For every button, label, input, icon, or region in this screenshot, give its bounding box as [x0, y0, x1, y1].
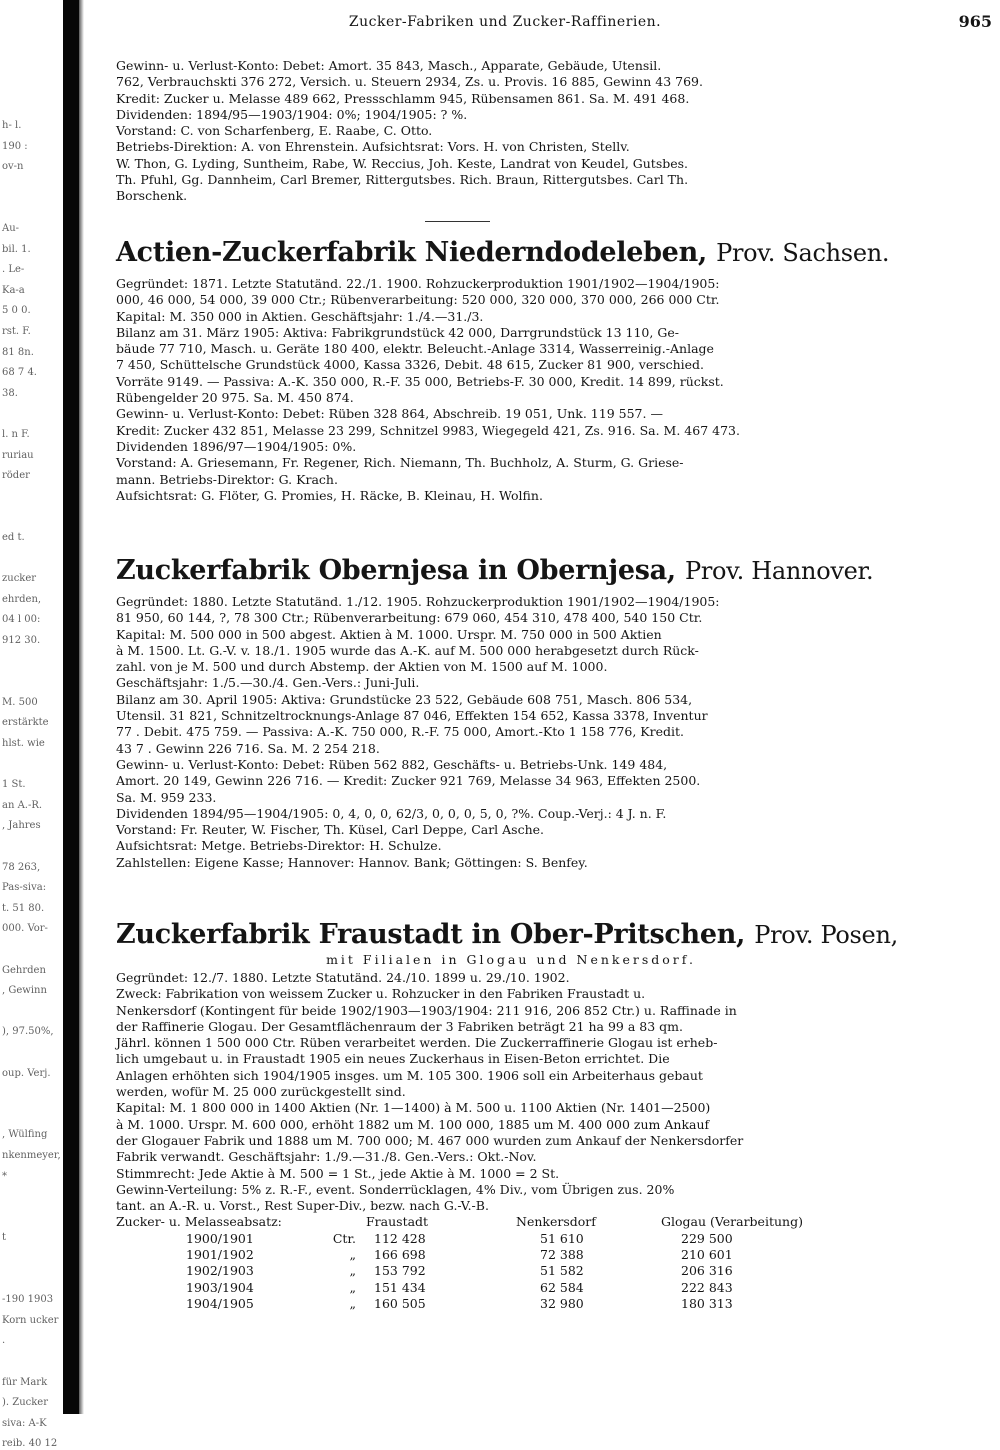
gutter-fragment: für Mark — [2, 1376, 48, 1388]
running-head — [100, 12, 992, 31]
text-line: Aufsichtsrat: G. Flöter, G. Promies, H. Räcke, B. Kleinau, H. Wolfin. — [116, 487, 543, 503]
gutter-fragment: * — [2, 1170, 7, 1182]
table-cell: 62 584 — [540, 1279, 584, 1295]
table-cell: 1902/1903 — [186, 1263, 254, 1279]
gutter-fragment: M. 500 — [2, 696, 38, 708]
table-cell: 1903/1904 — [186, 1279, 254, 1295]
text-line: Gewinn- u. Verlust-Konto: Debet: Amort. 35 843, Masch., Apparate, Gebäude, Utensil. — [116, 58, 662, 73]
gutter-fragment: Pas-siva: — [2, 882, 47, 894]
text-line: Sa. M. 959 233. — [116, 789, 217, 805]
gutter-fragment: . Le- — [2, 264, 25, 276]
text-line: Dividenden: 1894/95—1903/1904: 0%; 1904/1905: ? %. — [116, 106, 468, 122]
table-header: Fraustadt — [366, 1214, 429, 1230]
table-row — [116, 1231, 816, 1247]
text-line: Kredit: Zucker 432 851, Melasse 23 299, Schnitzel 9983, Wiegegeld 421, Zs. 916. Sa. M. 467 473. — [116, 422, 740, 438]
text-line: Zahlstellen: Eigene Kasse; Hannover: Hannov. Bank; Göttingen: S. Benfey. — [116, 854, 588, 870]
gutter-fragment: hlst. wie — [2, 738, 45, 749]
text-line: Gewinn-Verteilung: 5% z. R.-F., event. Sonderrücklagen, 4% Div., vom Übrigen zus. 20% — [116, 1181, 675, 1197]
text-line: lich umgebaut u. in Fraustadt 1905 ein neues Zuckerhaus in Eisen-Beton errichtet. Die — [116, 1051, 670, 1067]
table-cell: „ — [349, 1263, 356, 1279]
gutter-fragment: h- l. — [2, 120, 22, 131]
gutter-fragment: 1 St. — [2, 779, 26, 791]
gutter-fragment: rst. F. — [2, 326, 31, 337]
entry-body — [116, 594, 906, 871]
table-cell: 1904/1905 — [186, 1295, 254, 1311]
gutter-fragment: nkenmeyer, — [2, 1150, 61, 1161]
text-line: werden, wofür M. 25 000 zurückgestellt sind. — [116, 1084, 406, 1100]
gutter-fragment: , Wülfing — [2, 1129, 48, 1141]
page-number: 965 — [958, 12, 992, 31]
book-spine — [63, 0, 79, 1414]
table-cell: 229 500 — [681, 1230, 733, 1246]
text-line: à M. 1500. Lt. G.-V. v. 18./1. 1905 wurde das A.-K. auf M. 500 000 herabgesetzt durch Rück- — [116, 642, 699, 658]
text-line: Nenkersdorf (Kontingent für beide 1902/1903—1903/1904: 211 916, 206 852 Ctr.) u. Raffinade in — [116, 1002, 737, 1018]
gutter-fragment: -190 1903 — [2, 1294, 54, 1306]
gutter-fragment: 81 8n. — [2, 346, 34, 358]
gutter-fragment: l. n F. — [2, 429, 30, 440]
entry-title — [116, 236, 906, 270]
gutter-fragment: oup. Verj. — [2, 1067, 51, 1079]
text-line: der Raffinerie Glogau. Der Gesamtflächenraum der 3 Fabriken beträgt 21 ha 99 a 83 qm. — [116, 1018, 683, 1034]
text-line: Fabrik verwandt. Geschäftsjahr: 1./9.—31./8. Gen.-Vers.: Okt.-Nov. — [116, 1149, 537, 1165]
table-header: Glogau (Verarbeitung) — [661, 1214, 803, 1230]
gutter-fragment: 000. Vor- — [2, 923, 48, 935]
table-row — [116, 1296, 816, 1312]
company-province: Prov. Posen, — [754, 921, 898, 949]
text-line: 77 . Debit. 475 759. — Passiva: A.-K. 750 000, R.-F. 75 000, Amort.-Kto 1 158 776, Kredit. — [116, 724, 684, 740]
text-line: Vorstand: A. Griesemann, Fr. Regener, Rich. Niemann, Th. Buchholz, A. Sturm, G. Griese- — [116, 455, 684, 471]
adjacent-page-gutter — [0, 0, 62, 1450]
text-line: bäude 77 710, Masch. u. Geräte 180 400, elektr. Beleucht.-Anlage 3314, Wasserreinig.-Anlage — [116, 341, 714, 357]
gutter-fragment: , Gewinn — [2, 985, 47, 997]
gutter-fragment: ). Zucker — [2, 1397, 49, 1409]
entry-title — [116, 554, 906, 588]
table-header: Zucker- u. Melasseabsatz: — [116, 1214, 282, 1230]
gutter-fragment: ehrden, — [2, 593, 42, 605]
text-line: der Glogauer Fabrik und 1888 um M. 700 000; M. 467 000 wurden zum Ankauf der Nenkersdorfer — [116, 1132, 744, 1148]
entry-niederndodeleben — [116, 236, 906, 504]
gutter-fragment: Korn ucker — [2, 1314, 59, 1326]
table-cell: 153 792 — [374, 1263, 426, 1279]
text-line: Rübengelder 20 975. Sa. M. 450 874. — [116, 390, 354, 406]
entry-obernjesa — [116, 554, 906, 871]
gutter-fragment: an A.-R. — [2, 799, 43, 811]
table-cell: „ — [349, 1295, 356, 1311]
table-cell: Ctr. — [332, 1230, 356, 1246]
text-line: Bilanz am 30. April 1905: Aktiva: Grundstücke 23 522, Gebäude 608 751, Masch. 806 534, — [116, 691, 693, 707]
gutter-fragment: zucker — [2, 573, 37, 585]
table-cell: 222 843 — [681, 1279, 733, 1295]
text-line: Kredit: Zucker u. Melasse 489 662, Pressschlamm 945, Rübensamen 861. Sa. M. 491 468. — [116, 90, 690, 106]
table-cell: 1901/1902 — [186, 1247, 254, 1263]
entry-divider — [425, 221, 490, 222]
text-line: Betriebs-Direktion: A. von Ehrenstein. Aufsichtsrat: Vors. H. von Christen, Stellv. — [116, 139, 630, 155]
gutter-fragment: 68 7 4. — [2, 367, 37, 379]
text-line: Vorstand: C. von Scharfenberg, E. Raabe, C. Otto. — [116, 123, 433, 139]
gutter-fragment: . — [2, 1335, 6, 1347]
text-line: Kapital: M. 500 000 in 500 abgest. Aktien à M. 1000. Urspr. M. 750 000 in 500 Aktien — [116, 626, 662, 642]
table-cell: „ — [349, 1279, 356, 1295]
text-line: Borschenk. — [116, 188, 188, 204]
gutter-fragment: Ka-a — [2, 284, 25, 296]
entry-body — [116, 970, 906, 1214]
text-line: Gewinn- u. Verlust-Konto: Debet: Rüben 328 864, Abschreib. 19 051, Unk. 119 557. — — [116, 406, 663, 422]
text-line: Kapital: M. 1 800 000 in 1400 Aktien (Nr. 1—1400) à M. 500 u. 1100 Aktien (Nr. 1401—2500) — [116, 1100, 711, 1116]
text-line: 43 7 . Gewinn 226 716. Sa. M. 2 254 218. — [116, 740, 380, 756]
text-line: 81 950, 60 144, ?, 78 300 Ctr.; Rübenverarbeitung: 679 060, 454 310, 478 400, 540 150 Ctr. — [116, 610, 703, 626]
table-cell: „ — [349, 1247, 356, 1263]
table-header: Nenkersdorf — [516, 1214, 596, 1230]
text-line: Gegründet: 12./7. 1880. Letzte Statutänd. 24./10. 1899 u. 29./10. 1902. — [116, 970, 570, 985]
gutter-fragment: ed t. — [2, 532, 25, 543]
table-cell: 112 428 — [374, 1230, 426, 1246]
text-line: Kapital: M. 350 000 in Aktien. Geschäftsjahr: 1./4.—31./3. — [116, 308, 484, 324]
gutter-fragment: 78 263, — [2, 861, 41, 873]
text-line: Utensil. 31 821, Schnitzeltrocknungs-Anlage 87 046, Effekten 154 652, Kassa 3378, Inventur — [116, 708, 708, 724]
gutter-fragment: ), 97.50%, — [2, 1026, 54, 1038]
text-line: tant. an A.-R. u. Vorst., Rest Super-Div., bezw. nach G.-V.-B. — [116, 1198, 489, 1214]
text-line: Aufsichtsrat: Metge. Betriebs-Direktor: H. Schulze. — [116, 838, 442, 854]
entry-continuation — [116, 58, 906, 205]
text-line: W. Thon, G. Lyding, Suntheim, Rabe, W. Reccius, Joh. Keste, Landrat von Keudel, Gutsbes. — [116, 155, 689, 171]
text-line: Anlagen erhöhten sich 1904/1905 insges. um M. 105 300. 1906 soll ein Arbeiterhaus gebaut — [116, 1067, 703, 1083]
table-cell: 151 434 — [374, 1279, 426, 1295]
text-line: 762, Verbrauchskti 376 272, Versich. u. Steuern 2934, Zs. u. Provis. 16 885, Gewinn 43 769. — [116, 74, 703, 90]
gutter-fragment: ruriau — [2, 449, 34, 461]
spine-shadow — [79, 0, 84, 1414]
table-row — [116, 1263, 816, 1279]
table-cell: 1900/1901 — [186, 1230, 254, 1246]
entry-fraustadt — [116, 918, 906, 1312]
table-cell: 210 601 — [681, 1247, 733, 1263]
book-page — [100, 0, 992, 1414]
gutter-fragment: siva: A-K — [2, 1417, 47, 1429]
company-name: Zuckerfabrik Fraustadt in Ober-Pritschen, — [116, 919, 746, 950]
company-province: Prov. Hannover. — [685, 557, 874, 585]
text-line: Jährl. können 1 500 000 Ctr. Rüben verarbeitet werden. Die Zuckerraffinerie Glogau ist erheb- — [116, 1035, 718, 1051]
gutter-fragment: 912 30. — [2, 635, 41, 646]
gutter-fragment: 190 : — [2, 140, 28, 152]
table-header-row — [116, 1214, 816, 1230]
text-line: zahl. von je M. 500 und durch Abstemp. der Aktien von M. 1500 auf M. 1000. — [116, 659, 608, 675]
sales-table — [116, 1214, 816, 1312]
gutter-fragment: 04 l 00: — [2, 614, 41, 626]
table-row — [116, 1247, 816, 1263]
text-line: Bilanz am 31. März 1905: Aktiva: Fabrikgrundstück 42 000, Darrgrundstück 13 110, Ge- — [116, 324, 679, 340]
gutter-fragment: , Jahres — [2, 820, 41, 832]
entry-subtitle: mit Filialen in Glogau und Nenkersdorf. — [326, 952, 696, 967]
entry-title — [116, 918, 906, 952]
gutter-fragment: t — [2, 1232, 7, 1244]
text-line: Gegründet: 1880. Letzte Statutänd. 1./12. 1905. Rohzuckerproduktion 1901/1902—1904/1905: — [116, 594, 720, 609]
text-line: Geschäftsjahr: 1./5.—30./4. Gen.-Vers.: Juni-Juli. — [116, 675, 420, 691]
text-line: Stimmrecht: Jede Aktie à M. 500 = 1 St., jede Aktie à M. 1000 = 2 St. — [116, 1165, 560, 1181]
text-line: Th. Pfuhl, Gg. Dannheim, Carl Bremer, Rittergutsbes. Rich. Braun, Rittergutsbes. Carl Th. — [116, 172, 689, 188]
gutter-fragment: röder — [2, 470, 30, 482]
text-line: Dividenden 1896/97—1904/1905: 0%. — [116, 438, 357, 454]
gutter-fragment: 38. — [2, 387, 18, 399]
gutter-fragment: reib. 40 12 — [2, 1438, 58, 1450]
gutter-fragment: Au- — [2, 223, 20, 234]
table-cell: 180 313 — [681, 1295, 733, 1311]
table-cell: 72 388 — [540, 1247, 584, 1263]
company-name: Zuckerfabrik Obernjesa in Obernjesa, — [116, 555, 676, 586]
text-line: Vorstand: Fr. Reuter, W. Fischer, Th. Küsel, Carl Deppe, Carl Asche. — [116, 822, 545, 838]
table-row — [116, 1280, 816, 1296]
text-line: à M. 1000. Urspr. M. 600 000, erhöht 1882 um M. 100 000, 1885 um M. 400 000 zum Ankauf — [116, 1116, 710, 1132]
gutter-fragment: Gehrden — [2, 964, 46, 976]
text-line: Amort. 20 149, Gewinn 226 716. — Kredit: Zucker 921 769, Melasse 34 963, Effekten 2500. — [116, 773, 701, 789]
table-cell: 51 610 — [540, 1230, 584, 1246]
gutter-fragment: ov-n — [2, 161, 24, 173]
gutter-fragment: erstärkte — [2, 717, 49, 729]
company-province: Prov. Sachsen. — [716, 239, 890, 267]
text-line: Zweck: Fabrikation von weissem Zucker u. Rohzucker in den Fabriken Fraustadt u. — [116, 986, 646, 1002]
text-line: 000, 46 000, 54 000, 39 000 Ctr.; Rübenverarbeitung: 520 000, 320 000, 370 000, 266 000 Ctr. — [116, 292, 720, 308]
text-line: Gegründet: 1871. Letzte Statutänd. 22./1. 1900. Rohzuckerproduktion 1901/1902—1904/1905: — [116, 276, 720, 291]
text-line: Vorräte 9149. — Passiva: A.-K. 350 000, R.-F. 35 000, Betriebs-F. 30 000, Kredit. 14 899, rückst. — [116, 373, 724, 389]
table-cell: 206 316 — [681, 1263, 733, 1279]
gutter-fragment: 5 0 0. — [2, 305, 31, 317]
entry-body — [116, 276, 906, 504]
gutter-fragment: t. 51 80. — [2, 902, 45, 914]
table-cell: 160 505 — [374, 1295, 426, 1311]
text-line: Dividenden 1894/95—1904/1905: 0, 4, 0, 0, 62/3, 0, 0, 0, 5, 0, ?%. Coup.-Verj.: 4 J. n. F. — [116, 805, 667, 821]
gutter-fragment: bil. 1. — [2, 243, 31, 255]
text-line: Gewinn- u. Verlust-Konto: Debet: Rüben 562 882, Geschäfts- u. Betriebs-Unk. 149 484, — [116, 756, 668, 772]
company-name: Actien-Zuckerfabrik Niederndodeleben, — [116, 237, 707, 268]
table-cell: 166 698 — [374, 1247, 426, 1263]
running-head-title: Zucker-Fabriken und Zucker-Raffinerien. — [348, 14, 662, 30]
text-line: 7 450, Schüttelsche Grundstück 4000, Kassa 3326, Debit. 48 615, Zucker 81 900, verschied. — [116, 357, 705, 373]
table-cell: 32 980 — [540, 1295, 584, 1311]
table-cell: 51 582 — [540, 1263, 584, 1279]
text-line: mann. Betriebs-Direktor: G. Krach. — [116, 471, 338, 487]
